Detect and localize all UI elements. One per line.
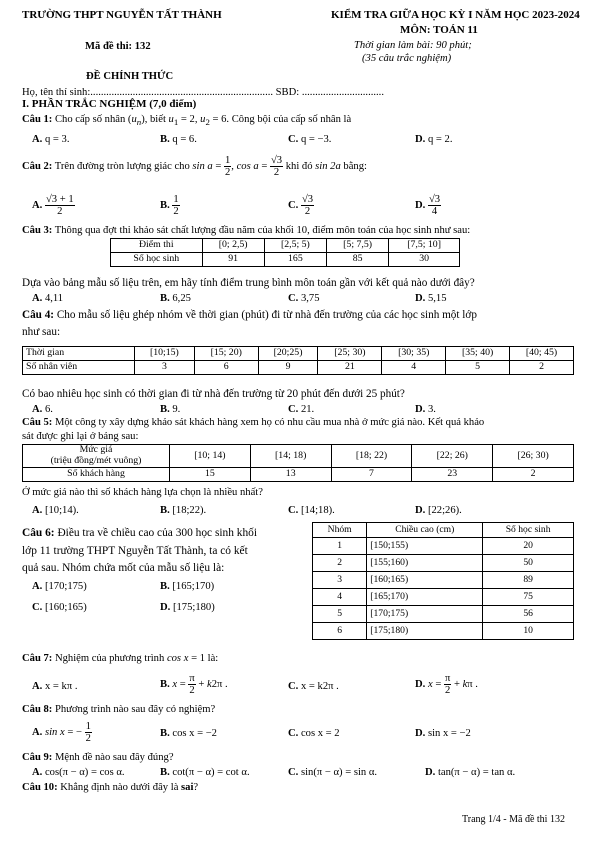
q5-val: 15 <box>170 467 251 481</box>
q7-option-b: B. x = $\frac{\pi}{2}$ + k2π . <box>160 673 228 697</box>
q3-val: 30 <box>389 253 460 267</box>
q8-option-c: C. cos x = 2 <box>288 728 340 739</box>
q3-option-a: A. 4,11 <box>32 293 64 304</box>
q4-header-label: Thời gian <box>23 347 135 361</box>
q3-row-label: Số học sinh <box>111 253 203 267</box>
q5-val: 7 <box>331 467 412 481</box>
q3-option-c: C. 3,75 <box>288 293 320 304</box>
q8-option-a: A. sin x = − $\frac{1}{2}$ <box>32 721 91 745</box>
q6-cell: [170;175) <box>367 606 483 623</box>
q9-option-b: B. cot(π − α) = cot α. <box>160 767 250 778</box>
q6-cell: 6 <box>313 623 367 640</box>
q1-text: Câu 1: Cho cấp số nhân $(u_n)$, biết $u_1 = 2$, $u_2 = 6$. Công bội của cấp số nhân là <box>22 114 352 128</box>
q5-val: 13 <box>250 467 331 481</box>
q5-col: [22; 26) <box>412 445 493 468</box>
q1-option-c: C. q = −3. <box>288 134 332 145</box>
q3-col: [0; 2,5) <box>202 239 264 253</box>
q4-col: [20;25) <box>258 347 318 361</box>
q4-val: 4 <box>382 361 446 375</box>
q5-col: [18; 22) <box>331 445 412 468</box>
q3-val: 85 <box>326 253 388 267</box>
q7-option-c: C. x = k2π . <box>288 681 339 692</box>
q5-header-line1: Mức giá <box>79 444 113 455</box>
q4-val: 21 <box>318 361 382 375</box>
q5-col: [14; 18) <box>250 445 331 468</box>
q6-option-a: A. [170;175) <box>32 581 87 592</box>
q6-table <box>312 522 574 640</box>
q6-option-c: C. [160;165) <box>32 602 87 613</box>
school-name: TRƯỜNG THPT NGUYỄN TẤT THÀNH <box>22 9 222 21</box>
q7-text: Câu 7: Nghiệm của phương trình cos x = 1 là: <box>22 653 219 664</box>
q6-cell: [150;155) <box>367 538 483 555</box>
q7-option-d: D. x = $\frac{\pi}{2}$ + kπ . <box>415 673 478 697</box>
q4-val: 3 <box>135 361 195 375</box>
q6-cell: 1 <box>313 538 367 555</box>
q5-header-line2: (triệu đồng/mét vuông) <box>50 454 142 466</box>
q6-option-d: D. [175;180) <box>160 602 215 613</box>
q6-text-line3: quả sau. Nhóm chứa mốt của mẫu số liệu là: <box>22 562 225 574</box>
q6-text-line1: Câu 6: Điều tra về chiều cao của 300 học sinh khối <box>22 527 258 539</box>
q6-header: Số học sinh <box>483 523 574 538</box>
q6-cell: 56 <box>483 606 574 623</box>
q5-question: Ở mức giá nào thì số khách hàng lựa chọn là nhiều nhất? <box>22 487 263 498</box>
q2-option-b: B. $\frac{1}{2}$ <box>160 194 179 218</box>
q3-col: [2,5; 5) <box>264 239 326 253</box>
q4-question: Có bao nhiêu học sinh có thời gian đi từ nhà đến trường từ 20 phút đến dưới 25 phút? <box>22 388 405 400</box>
q5-val: 23 <box>412 467 493 481</box>
q4-val: 9 <box>258 361 318 375</box>
q8-option-b: B. cos x = −2 <box>160 728 217 739</box>
q4-col: [25; 30) <box>318 347 382 361</box>
q7-option-a: A. x = kπ . <box>32 681 78 692</box>
q4-val: 6 <box>194 361 258 375</box>
q4-text: Câu 4: Cho mẫu số liệu ghép nhóm về thời gian (phút) đi từ nhà đến trường của các học sinh một lớp <box>22 309 477 321</box>
q6-header: Chiều cao (cm) <box>367 523 483 538</box>
q2-option-c: C. $\frac{√3}{2}$ <box>288 194 314 218</box>
q6-cell: 20 <box>483 538 574 555</box>
q2-option-d: D. $\frac{√3}{4}$ <box>415 194 441 218</box>
official-label: ĐỀ CHÍNH THỨC <box>86 71 174 82</box>
q5-option-c: C. [14;18). <box>288 505 335 516</box>
question-count: (35 câu trắc nghiệm) <box>362 53 452 64</box>
q4-val: 2 <box>510 361 574 375</box>
q3-table <box>110 238 460 267</box>
q4-col: [30; 35) <box>382 347 446 361</box>
q3-text: Câu 3: Thông qua đợt thi khảo sát chất lượng đầu năm của khối 10, điểm môn toán của học sinh như sau: <box>22 225 471 236</box>
q5-val: 2 <box>493 467 574 481</box>
q6-cell: 5 <box>313 606 367 623</box>
q5-col: [26; 30) <box>493 445 574 468</box>
q3-header-label: Điểm thi <box>111 239 203 253</box>
q6-option-b: B. [165;170) <box>160 581 215 592</box>
q5-table <box>22 444 574 482</box>
q6-cell: [160;165) <box>367 572 483 589</box>
q8-option-d: D. sin x = −2 <box>415 728 471 739</box>
student-info-line: Họ, tên thí sinh:..................................................................... SBD: ............................... <box>22 87 384 98</box>
q4-col: [40; 45) <box>510 347 574 361</box>
q9-option-a: A. cos(π − α) = cos α. <box>32 767 125 778</box>
q6-cell: 3 <box>313 572 367 589</box>
exam-subject: MÔN: TOÁN 11 <box>400 24 478 36</box>
q2-text: Câu 2: Trên đường tròn lượng giác cho sin a = $\frac{1}{2}$ , cos a = $\frac{√3}{2}$ khi đó sin 2a bằng: <box>22 155 367 179</box>
q5-option-a: A. [10;14). <box>32 505 79 516</box>
q4-option-a: A. 6. <box>32 404 53 415</box>
q6-text-line2: lớp 11 trường THPT Nguyễn Tất Thành, ta có kết <box>22 545 248 557</box>
q1-option-a: A. q = 3. <box>32 134 70 145</box>
exam-code: Mã đề thi: 132 <box>85 41 151 52</box>
q4-col: [35; 40) <box>446 347 510 361</box>
q4-table <box>22 346 574 375</box>
q5-text-cont: sát được ghi lại ở bảng sau: <box>22 431 139 442</box>
q4-option-d: D. 3. <box>415 404 436 415</box>
q5-option-b: B. [18;22). <box>160 505 207 516</box>
q3-col: [5; 7,5) <box>326 239 388 253</box>
q5-col: [10; 14) <box>170 445 251 468</box>
exam-title: KIỂM TRA GIỮA HỌC KỲ I NĂM HỌC 2023-2024 <box>331 9 580 21</box>
q4-col: [10;15) <box>135 347 195 361</box>
q9-option-c: C. sin(π − α) = sin α. <box>288 767 378 778</box>
q6-cell: 89 <box>483 572 574 589</box>
section-title: I. PHẦN TRẮC NGHIỆM (7,0 điểm) <box>22 98 197 110</box>
q3-question: Dựa vào bảng mẫu số liệu trên, em hãy tính điểm trung bình môn toán gần với kết quả nào dưới đây? <box>22 277 475 289</box>
q6-cell: [165;170) <box>367 589 483 606</box>
q4-val: 5 <box>446 361 510 375</box>
q6-cell: [175;180) <box>367 623 483 640</box>
q5-row-label: Số khách hàng <box>23 467 170 481</box>
q1-option-b: B. q = 6. <box>160 134 197 145</box>
exam-time: Thời gian làm bài: 90 phút; <box>354 40 472 51</box>
q5-header-label <box>23 445 170 468</box>
q6-cell: [155;160) <box>367 555 483 572</box>
q6-cell: 10 <box>483 623 574 640</box>
q4-option-c: C. 21. <box>288 404 315 415</box>
q6-cell: 75 <box>483 589 574 606</box>
q5-option-d: D. [22;26). <box>415 505 462 516</box>
q3-option-d: D. 5,15 <box>415 293 447 304</box>
q3-col: [7,5; 10] <box>389 239 460 253</box>
q9-option-d: D. tan(π − α) = tan α. <box>425 767 516 778</box>
q3-option-b: B. 6,25 <box>160 293 191 304</box>
q6-cell: 2 <box>313 555 367 572</box>
q4-row-label: Số nhân viên <box>23 361 135 375</box>
q2-option-a: A. $\frac{√3 + 1}{2}$ <box>32 194 74 218</box>
q3-val: 91 <box>202 253 264 267</box>
q10-text: Câu 10: Khẳng định nào dưới đây là sai? <box>22 782 199 793</box>
q4-option-b: B. 9. <box>160 404 181 415</box>
q6-header: Nhóm <box>313 523 367 538</box>
q4-col: [15; 20) <box>194 347 258 361</box>
q5-text: Câu 5: Một công ty xây dựng khảo sát khách hàng xem họ có nhu cầu mua nhà ở mức giá nào. Kết quả khảo <box>22 417 485 428</box>
q8-text: Câu 8: Phương trình nào sau đây có nghiệm? <box>22 704 216 715</box>
q4-text-cont: như sau: <box>22 326 61 338</box>
q6-cell: 4 <box>313 589 367 606</box>
q1-option-d: D. q = 2. <box>415 134 453 145</box>
q3-val: 165 <box>264 253 326 267</box>
q9-text: Câu 9: Mệnh đề nào sau đây đúng? <box>22 752 174 763</box>
page-footer: Trang 1/4 - Mã đề thi 132 <box>462 814 565 825</box>
q6-cell: 50 <box>483 555 574 572</box>
